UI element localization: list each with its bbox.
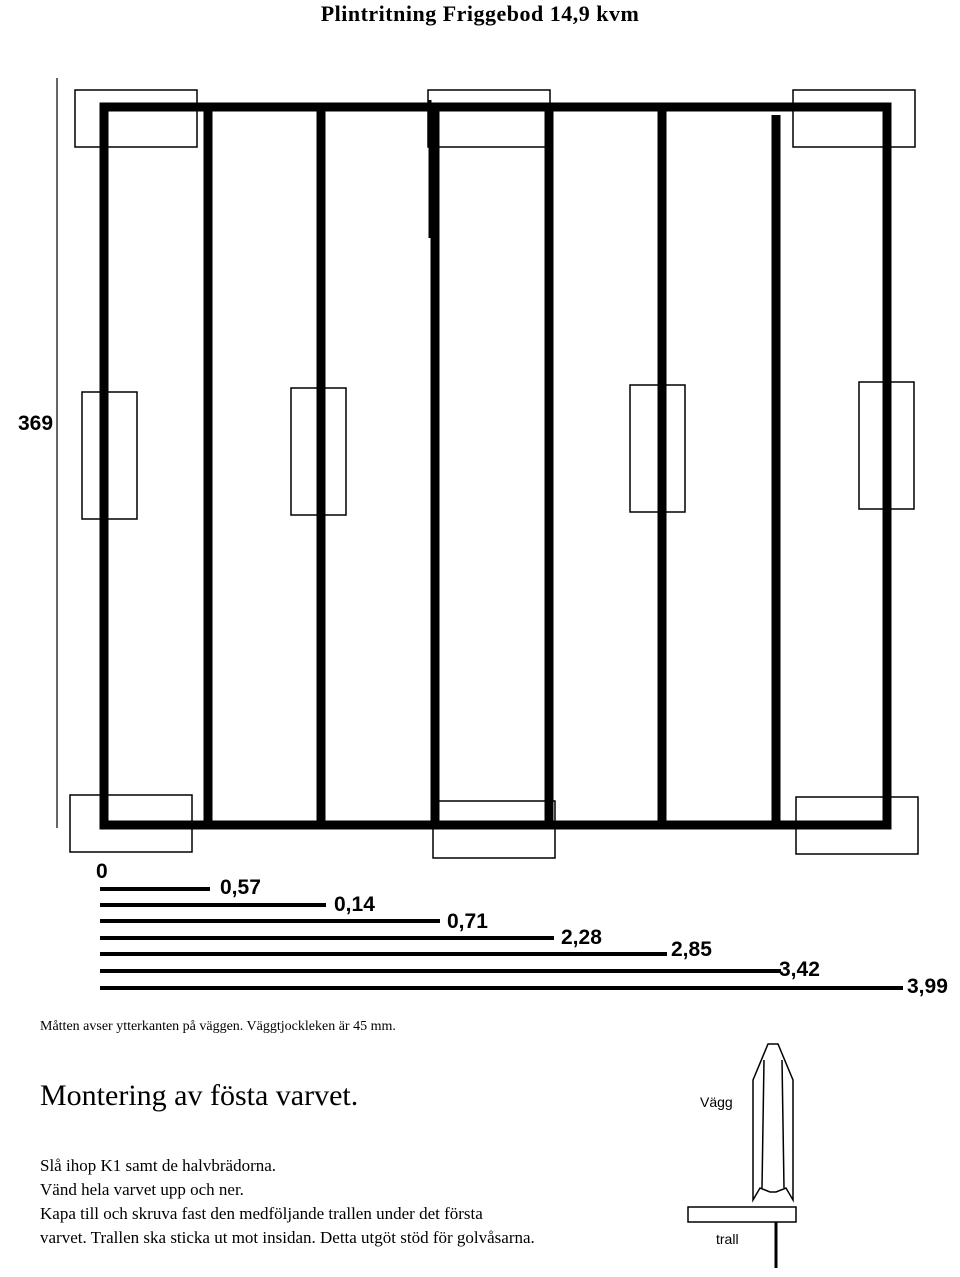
instruction-line-1: Slå ihop K1 samt de halvbrädorna. bbox=[40, 1156, 277, 1175]
footing-top-left bbox=[75, 90, 197, 147]
dimension-label-5: 2,85 bbox=[671, 938, 712, 961]
instruction-line-4: varvet. Trallen ska sticka ut mot insidan. Detta utgöt stöd för golvåsarna. bbox=[40, 1228, 535, 1247]
footing-top-right bbox=[793, 90, 915, 147]
frame-outline bbox=[104, 107, 887, 825]
wall-label: Vägg bbox=[700, 1094, 733, 1110]
dimension-label-1: 0,57 bbox=[220, 876, 261, 899]
dimension-label-4: 2,28 bbox=[561, 926, 602, 949]
deck-label: trall bbox=[716, 1231, 739, 1247]
dimension-label-6: 3,42 bbox=[779, 958, 820, 981]
instruction-line-3: Kapa till och skruva fast den medföljande trallen under det första bbox=[40, 1204, 483, 1223]
instruction-line-2: Vänd hela varvet upp och ner. bbox=[40, 1180, 244, 1199]
deck-board bbox=[688, 1207, 796, 1222]
dimension-label-0: 0 bbox=[96, 860, 108, 883]
wall-profile bbox=[753, 1044, 793, 1200]
wall-inner-line bbox=[762, 1060, 784, 1188]
footing-top-middle bbox=[428, 90, 550, 147]
footing-mid-1 bbox=[82, 392, 137, 519]
dimension-label-2: 0,14 bbox=[334, 893, 375, 916]
side-dimension-label: 369 bbox=[18, 412, 54, 435]
dimension-label-3: 0,71 bbox=[447, 910, 488, 933]
dimension-label-7: 3,99 bbox=[907, 975, 948, 998]
section-heading: Montering av fösta varvet. bbox=[40, 1079, 359, 1112]
wall-note: Måtten avser ytterkanten på väggen. Väggtjockleken är 45 mm. bbox=[40, 1019, 396, 1034]
page-title: Plintritning Friggebod 14,9 kvm bbox=[320, 1, 640, 26]
wall-deck-detail bbox=[688, 1044, 796, 1268]
